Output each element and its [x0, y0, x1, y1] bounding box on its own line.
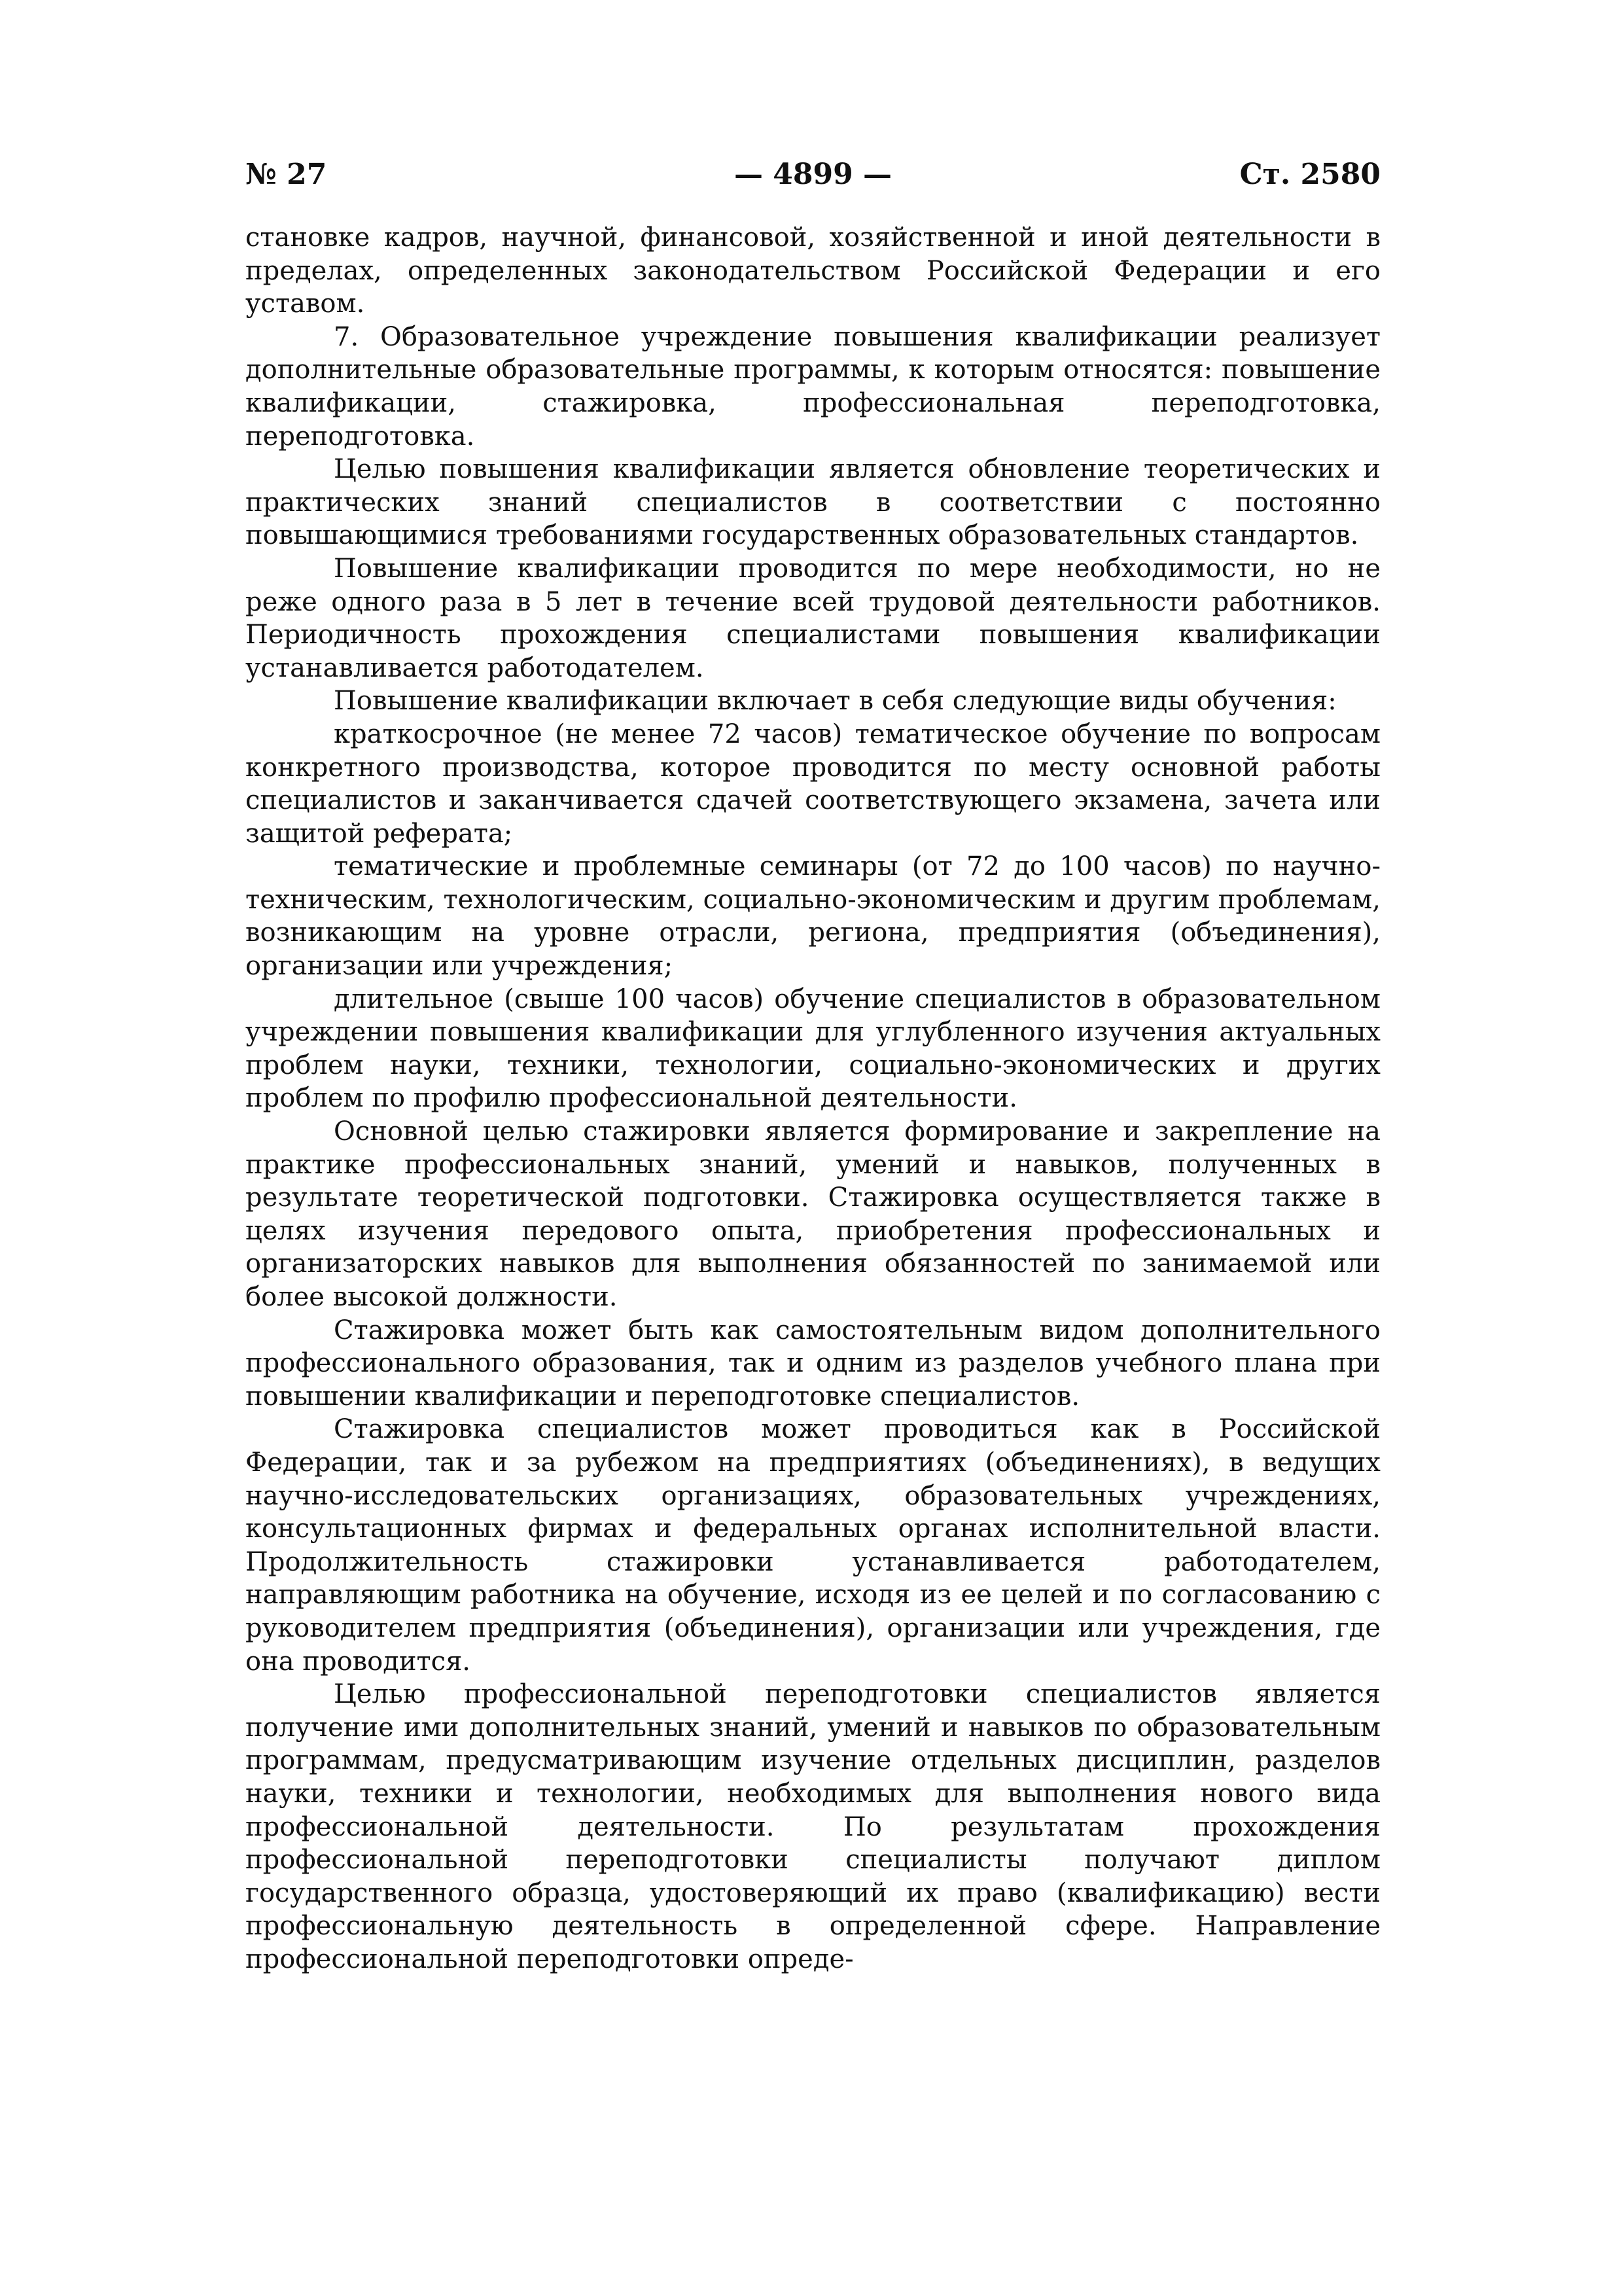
paragraph: Стажировка специалистов может проводиться как в Российской Федерации, так и за рубежом на предприятиях (объединениях), в ведущих научно-исследовательских организациях, образовательных учреждениях, консультационных фирмах и федеральных органах исполнительной власти. Продолжительность стажировки устанавливается работодателем, направляющим работника на обучение, исходя из ее целей и по согласованию с руководителем предприятия (объединения), организации или учреждения, где она проводится.	[245, 1414, 1381, 1677]
page-number: — 4899 —	[733, 158, 892, 191]
paragraph: Целью повышения квалификации является обновление теоретических и практических знаний специалистов в соответствии с постоянно повышающимися требованиями государственных образовательных стандартов.	[245, 454, 1381, 551]
document-body	[245, 221, 1381, 1976]
paragraph: становке кадров, научной, финансовой, хозяйственной и иной деятельности в пределах, определенных законодательством Российской Федерации и его уставом.	[245, 222, 1381, 319]
paragraph: Повышение квалификации проводится по мере необходимости, но не реже одного раза в 5 лет в течение всей трудовой деятельности работников. Периодичность прохождения специалистами повышения квалификации устанавливается работодателем.	[245, 553, 1381, 683]
list-item: краткосрочное (не менее 72 часов) тематическое обучение по вопросам конкретного производства, которое проводится по месту основной работы специалистов и заканчивается сдачей соответствующего экзамена, зачета или защитой реферата;	[245, 719, 1381, 849]
list-item: длительное (свыше 100 часов) обучение специалистов в образовательном учреждении повышения квалификации для углубленного изучения актуальных проблем науки, техники, технологии, социально-экономических и других проблем по профилю профессиональной деятельности.	[245, 984, 1381, 1114]
article-number: Ст. 2580	[1239, 158, 1381, 191]
paragraph: Стажировка может быть как самостоятельным видом дополнительного профессионального образования, так и одним из разделов учебного плана при повышении квалификации и переподготовке специалистов.	[245, 1315, 1381, 1412]
paragraph: 7. Образовательное учреждение повышения квалификации реализует дополнительные образовательные программы, к которым относятся: повышение квалификации, стажировка, профессиональная переподготовка, переподготовка.	[245, 321, 1381, 452]
list-item: тематические и проблемные семинары (от 72 до 100 часов) по научно-техническим, технологическим, социально-экономическим и другим проблемам, возникающим на уровне отрасли, региона, предприятия (объединения), организации или учреждения;	[245, 851, 1381, 982]
page-header	[245, 152, 1381, 198]
issue-number: № 27	[245, 158, 327, 191]
paragraph: Повышение квалификации включает в себя следующие виды обучения:	[334, 686, 1337, 717]
paragraph: Основной целью стажировки является формирование и закрепление на практике профессиональных знаний, умений и навыков, полученных в результате теоретической подготовки. Стажировка осуществляется также в целях изучения передового опыта, приобретения профессиональных и организаторских навыков для выполнения обязанностей по занимаемой или более высокой должности.	[245, 1116, 1381, 1312]
paragraph: Целью профессиональной переподготовки специалистов является получение ими дополнительных знаний, умений и навыков по образовательным программам, предусматривающим изучение отдельных дисциплин, разделов науки, техники и технологии, необходимых для выполнения нового вида профессиональной деятельности. По результатам прохождения профессиональной переподготовки специалисты получают диплом государственного образца, удостоверяющий их право (квалификацию) вести профессиональную деятельность в определенной сфере. Направление профессиональной переподготовки опреде-	[245, 1679, 1381, 1974]
